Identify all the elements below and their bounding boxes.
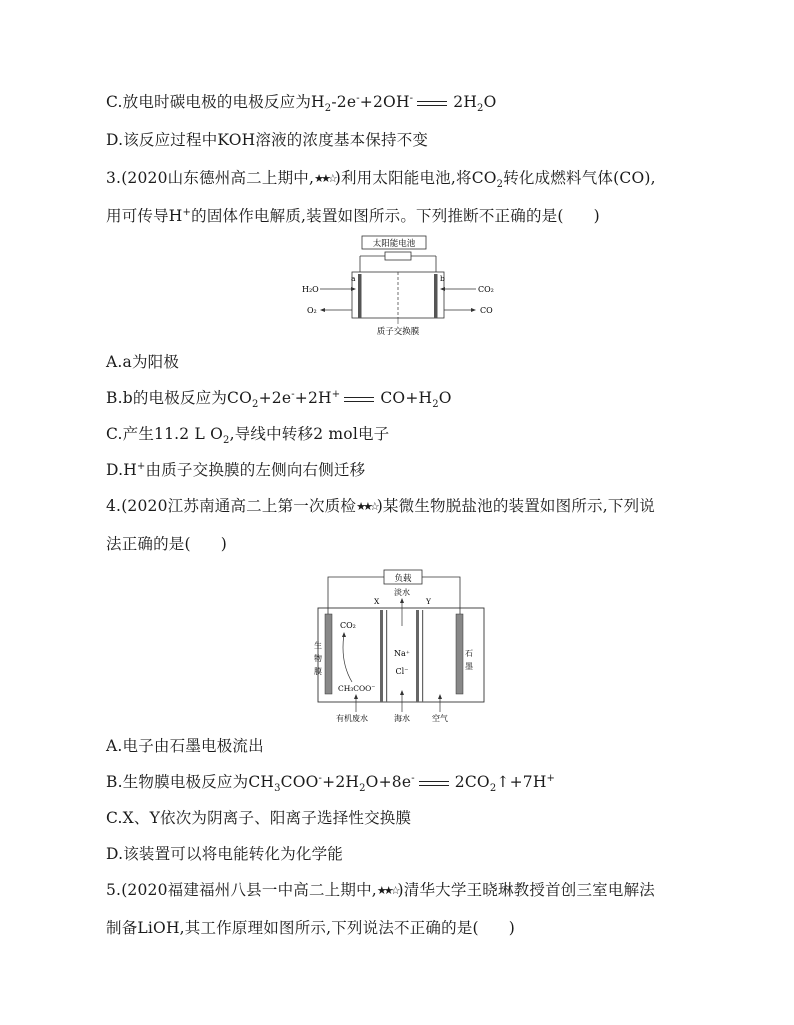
na-ion-label: Na⁺	[394, 649, 410, 658]
co2-label: CO₂	[340, 621, 356, 630]
equals-sign	[344, 397, 374, 402]
membrane-label: 质子交换膜	[376, 327, 420, 337]
question-4-stem-cont: 法正确的是( )	[106, 535, 227, 553]
left-out-label: O₂	[307, 306, 317, 315]
option-a-q3: A.a为阳极	[106, 353, 180, 371]
option-a-q4: A.电子由石墨电极流出	[106, 737, 264, 755]
question-4-stem: 4.(2020江苏南通高二上第一次质检★★☆)某微生物脱盐池的装置如图所示,下列说	[106, 497, 655, 515]
difficulty-star-icon: ★★☆	[314, 172, 335, 185]
question-3-stem: 3.(2020山东德州高二上期中,★★☆)利用太阳能电池,将$CO_2$转化成燃料气体(CO),	[106, 169, 656, 191]
acetate-label: CH₃COO⁻	[338, 684, 376, 693]
cl-ion-label: Cl⁻	[395, 667, 409, 676]
question-3-stem-cont: 用可传导H+的固体作电解质,装置如图所示。下列推断不正确的是( )	[106, 206, 600, 225]
figure-solar-cell	[290, 232, 510, 340]
membrane-y-label: Y	[426, 597, 431, 606]
option-c-q4: C.X、Y依次为阴离子、阳离子选择性交换膜	[106, 809, 412, 827]
graphite-label-2: 墨	[465, 662, 473, 671]
electrode-b-label: b	[440, 274, 445, 283]
right-in-label: CO₂	[478, 285, 494, 294]
option-b-q4: B.生物膜电极反应为$CH_3COO^-+2H_2O+8e^-$ $2CO_2↑+7H^+$	[106, 772, 556, 795]
question-5-stem-cont: 制备LiOH,其工作原理如图所示,下列说法不正确的是( )	[106, 919, 516, 937]
biofilm-label-1: 生	[314, 641, 322, 650]
option-c-q3: C.产生11.2 L $O_2$,导线中转移2 mol电子	[106, 425, 390, 447]
left-in-label: H₂O	[302, 285, 319, 294]
solar-cell-label: 太阳能电池	[372, 239, 416, 249]
membrane-x-label: X	[374, 597, 380, 606]
load-label: 负载	[394, 574, 412, 584]
electrode-a-label: a	[351, 274, 356, 283]
option-d-q3: D.H+由质子交换膜的左侧向右侧迁移	[106, 460, 366, 479]
equals-sign	[419, 781, 449, 786]
question-5-stem: 5.(2020福建福州八县一中高二上期中,★★☆)清华大学王晓琳教授首创三室电解法	[106, 881, 655, 899]
graphite-label-1: 石	[465, 649, 473, 658]
bottom-mid-label: 海水	[394, 714, 410, 723]
option-b-q3: B.b的电极反应为$CO_2+2e^-+2H^+$ $CO+H_2O$	[106, 388, 452, 411]
difficulty-star-icon: ★★☆	[376, 884, 398, 897]
bottom-right-label: 空气	[432, 714, 448, 723]
difficulty-star-icon: ★★☆	[356, 500, 377, 513]
right-out-label: CO	[480, 306, 493, 315]
option-d-q4: D.该装置可以将电能转化为化学能	[106, 845, 344, 863]
biofilm-label-2: 物	[314, 654, 322, 663]
option-d-q2: D.该反应过程中KOH溶液的浓度基本保持不变	[106, 131, 429, 149]
option-c-q2: C.放电时碳电极的电极反应为$H_2-2e^-+2OH^-$ $2H_2O$	[106, 92, 497, 115]
biofilm-label-3: 膜	[314, 667, 322, 676]
bottom-left-label: 有机废水	[336, 714, 368, 723]
equals-sign	[417, 101, 447, 106]
figure-desalination-cell	[312, 566, 492, 724]
fresh-water-label: 淡水	[394, 588, 410, 597]
